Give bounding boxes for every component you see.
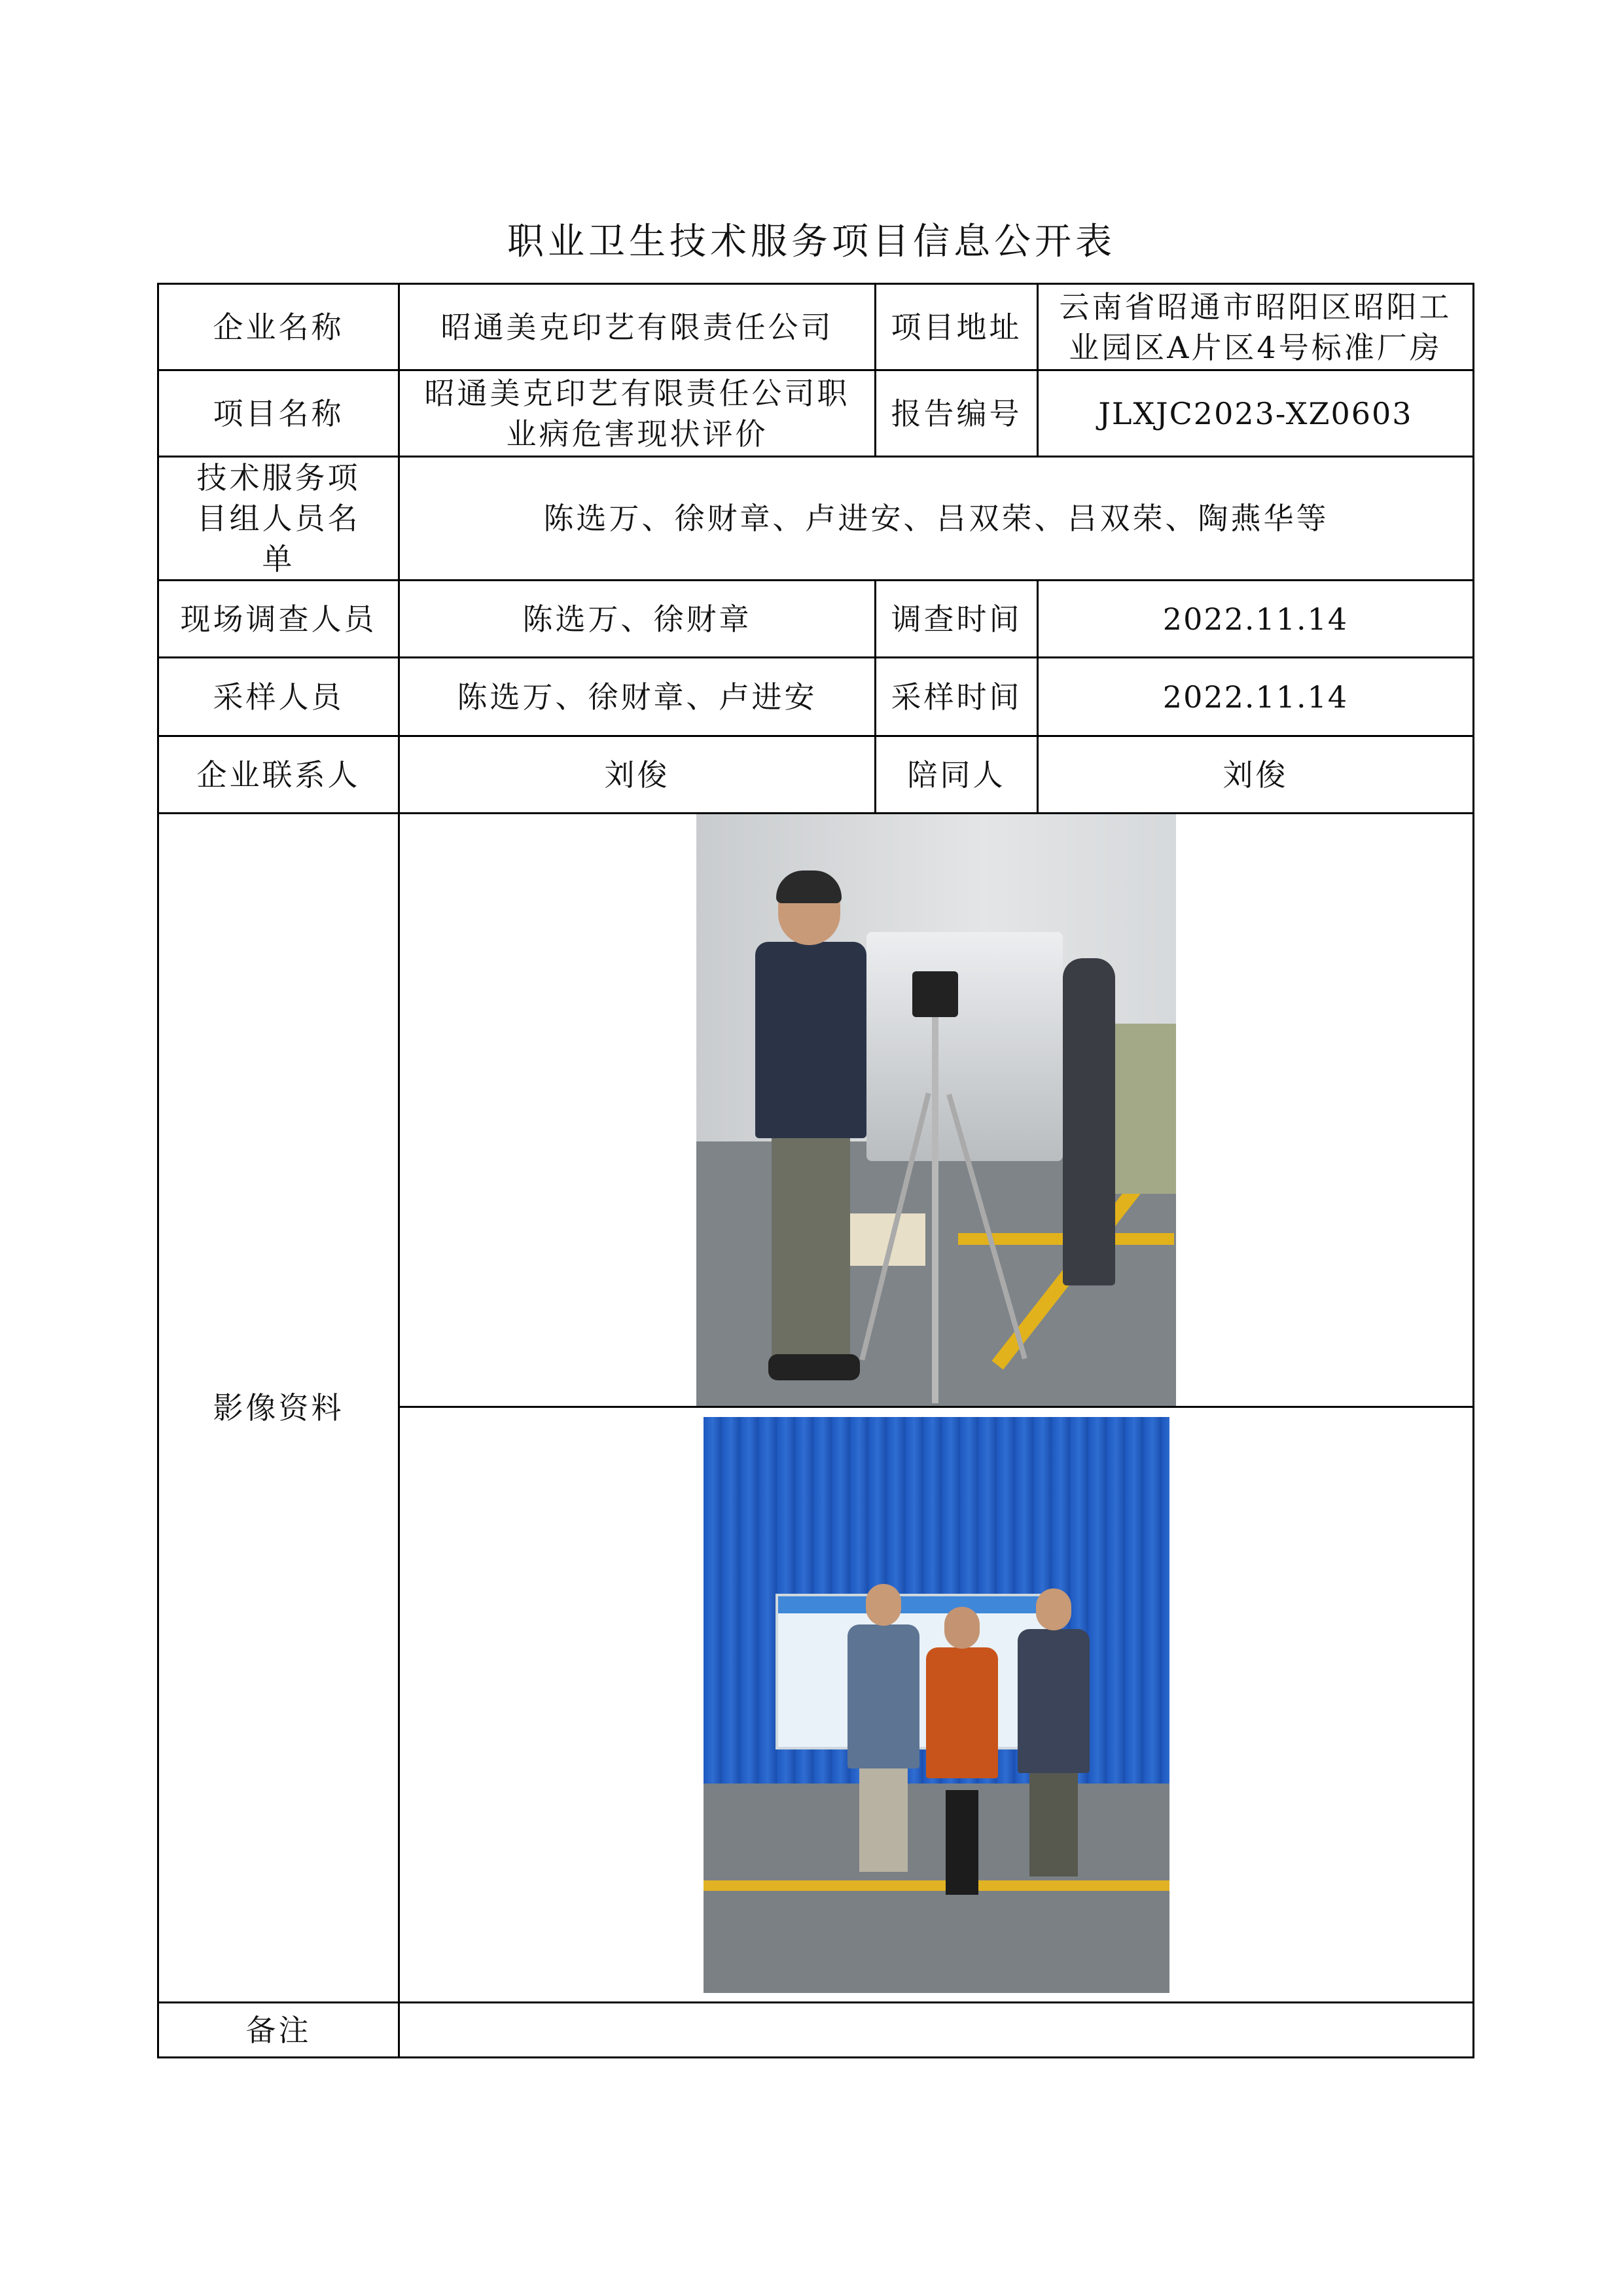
team-label: 技术服务项目组人员名单 [158, 457, 399, 581]
photo-cell-2 [399, 1407, 1474, 2003]
page-title: 职业卫生技术服务项目信息公开表 [507, 221, 1116, 263]
inspector-figure [742, 873, 866, 1384]
contact-label: 企业联系人 [158, 736, 399, 814]
tripod-pole [932, 984, 938, 1403]
site-photo-measurement [696, 814, 1176, 1406]
measuring-device [912, 971, 958, 1017]
table-row [158, 370, 1474, 457]
survey-value: 陈选万、徐财章 [399, 581, 876, 658]
table-row [158, 814, 1474, 1407]
table-row [158, 284, 1474, 370]
sampler-value: 陈选万、徐财章、卢进安 [399, 658, 876, 736]
contact-value: 刘俊 [399, 736, 876, 814]
worker-figure [1063, 958, 1115, 1285]
companion-label: 陪同人 [876, 736, 1038, 814]
floor-marking [704, 1880, 1169, 1891]
info-table [157, 283, 1474, 2058]
table-row [158, 581, 1474, 658]
sampler-label: 采样人员 [158, 658, 399, 736]
team-value: 陈选万、徐财章、卢进安、吕双荣、吕双荣、陶燕华等 [399, 457, 1474, 581]
companion-value: 刘俊 [1038, 736, 1474, 814]
cutting-machine [866, 932, 1063, 1161]
table-row [158, 2003, 1474, 2058]
survey-label: 现场调查人员 [158, 581, 399, 658]
report-value: JLXJC2023-XZ0603 [1038, 370, 1474, 457]
table-row [158, 736, 1474, 814]
survey-time-label: 调查时间 [876, 581, 1038, 658]
remark-label: 备注 [158, 2003, 399, 2058]
table-row [158, 457, 1474, 581]
survey-time-value: 2022.11.14 [1038, 581, 1474, 658]
images-label: 影像资料 [158, 814, 399, 2003]
person-figure [1018, 1588, 1090, 1876]
report-label: 报告编号 [876, 370, 1038, 457]
table-row [158, 658, 1474, 736]
photo-cell-1 [399, 814, 1474, 1407]
remark-value [399, 2003, 1474, 2058]
address-label: 项目地址 [876, 284, 1038, 370]
company-label: 企业名称 [158, 284, 399, 370]
address-value: 云南省昭通市昭阳区昭阳工业园区A片区4号标准厂房 [1038, 284, 1474, 370]
sample-time-value: 2022.11.14 [1038, 658, 1474, 736]
person-figure [926, 1607, 998, 1875]
site-photo-group [704, 1417, 1169, 1993]
project-label: 项目名称 [158, 370, 399, 457]
company-value: 昭通美克印艺有限责任公司 [399, 284, 876, 370]
sample-time-label: 采样时间 [876, 658, 1038, 736]
project-value: 昭通美克印艺有限责任公司职业病危害现状评价 [399, 370, 876, 457]
person-figure [847, 1584, 919, 1875]
